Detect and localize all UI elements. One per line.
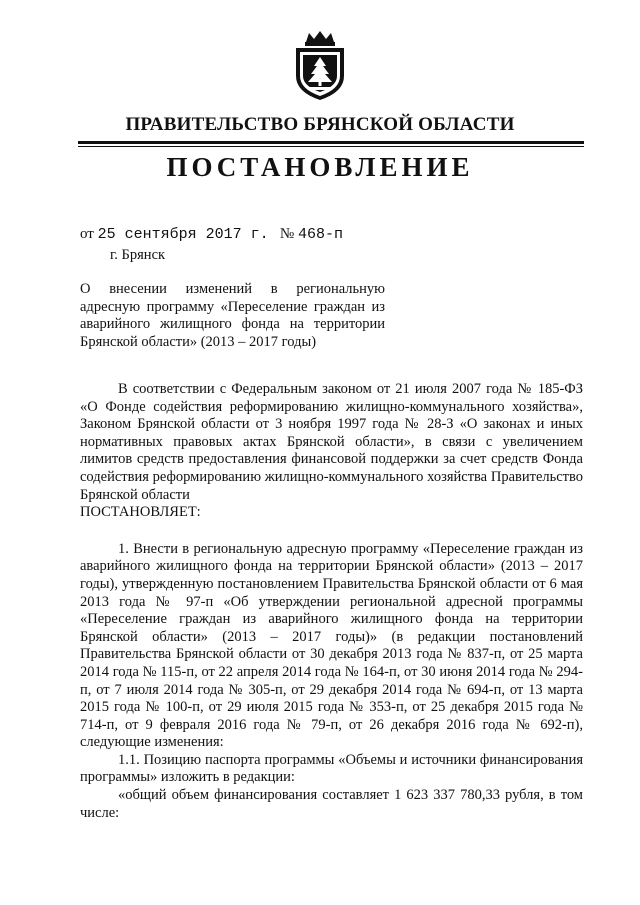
from-label: от (80, 226, 94, 242)
date-number-line (80, 226, 343, 243)
header-rule-thick (78, 141, 584, 144)
item-1-1-paragraph: 1.1. Позицию паспорта программы «Объемы и источники финансирования программы» изложить в редакции: (80, 751, 583, 786)
document-type: ПОСТАНОВЛЕНИЕ (166, 152, 474, 182)
document-number: 468-п (297, 226, 343, 243)
header-rule-thin (78, 146, 584, 147)
preamble-paragraph: В соответствии с Федеральным законом от 21 июля 2007 года № 185-ФЗ «О Фонде содействия реформированию жилищно-коммунального хозяйства», Законом Брянской области от 3 ноября 1997 года № 28-З «О законах и иных нормативных правовых актах Брянской области», в связи с увеличением лимитов средств предоставления финансовой поддержки за счет средств Фонда содействия реформированию жилищно-коммунального хозяйства Правительство Брянской области (80, 381, 583, 503)
organization-title: ПРАВИТЕЛЬСТВО БРЯНСКОЙ ОБЛАСТИ (125, 114, 515, 135)
resolves-heading: ПОСТАНОВЛЯЕТ: (80, 504, 201, 521)
document-date: 25 сентября 2017 г. (97, 226, 269, 243)
coat-of-arms-icon (290, 30, 350, 102)
city: г. Брянск (110, 247, 166, 263)
number-label: № (279, 226, 295, 242)
funding-quote-paragraph: «общий объем финансирования составляет 1 623 337 780,33 рубля, в том числе: (80, 787, 583, 821)
document-subject: О внесении изменений в региональную адресную программу «Переселение граждан из аварийного жилищного фонда на территории Брянской области» (2013 – 2017 годы) (80, 281, 385, 350)
document-body (80, 381, 583, 822)
item-1-paragraph: 1. Внести в региональную адресную программу «Переселение граждан из аварийного жилищного фонда на территории Брянской области» (2013 – 2017 годы), утвержденную постановлением Правительства Брянской области от 6 мая 2013 года № 97-п «Об утверждении региональной адресной программы «Переселение граждан из аварийного жилищного фонда на территории Брянской области» (2013 – 2017 годы)» (в редакции постановлений Правительства Брянской области от 30 декабря 2013 года № 837-п, от 25 марта 2014 года № 115-п, от 22 апреля 2014 года № 164-п, от 30 июня 2014 года № 294-п, от 7 июля 2014 года № 305-п, от 29 декабря 2014 года № 694-п, от 13 марта 2015 года № 100-п, от 29 июля 2015 года № 353-п, от 25 декабря 2015 года № 714-п, от 9 февраля 2016 года № 79-п, от 26 декабря 2016 года № 692-п), следующие изменения: (80, 540, 583, 751)
